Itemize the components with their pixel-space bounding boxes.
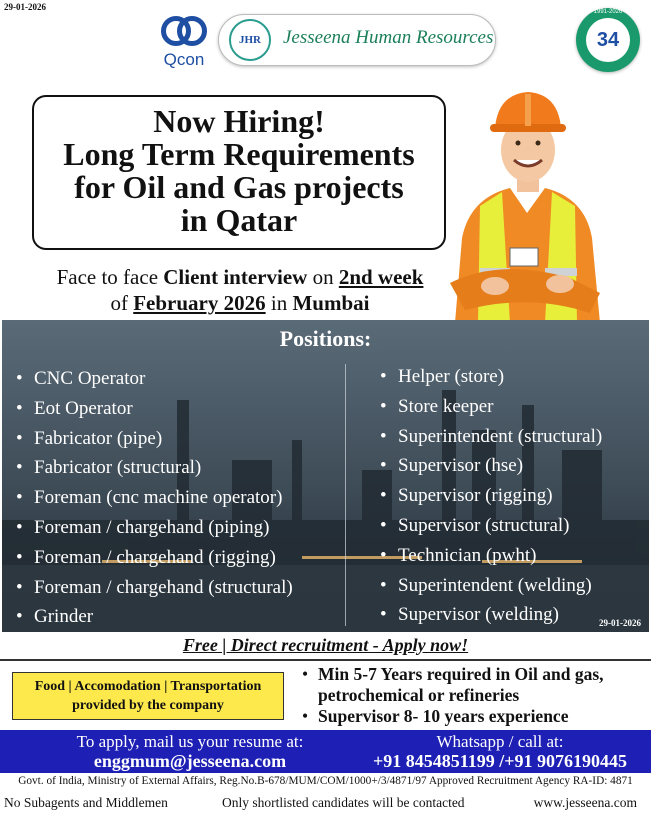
position-item: • Fabricator (structural) (16, 453, 293, 483)
position-item: • Supervisor (welding) (380, 600, 602, 630)
requirement-item: • Supervisor 8- 10 years experience (302, 706, 647, 727)
phone-numbers[interactable]: +91 8454851199 /+91 9076190445 (372, 751, 628, 771)
requirements-list (302, 664, 647, 727)
footer-center: Only shortlisted candidates will be contacted (222, 795, 465, 810)
position-item: • Grinder (16, 602, 293, 632)
interview-details: Face to face Client interview on 2nd week of February 2026 in Mumbai (56, 265, 424, 315)
position-item: • Eot Operator (16, 394, 293, 424)
badge-years: 1991-2026 (593, 9, 623, 15)
panel-date-stamp: 29-01-2026 (599, 618, 641, 628)
govt-registration: Govt. of India, Ministry of External Affairs, Reg.No.B-678/MUM/COM/1000+/3/4871/97 Approved Recruitment Agency RA-ID: 4871 (18, 775, 633, 787)
benefits-line: provided by the company (72, 698, 224, 713)
benefits-line: Food | Accomodation | Transportation (34, 679, 262, 694)
anniversary-badge (576, 8, 640, 72)
qcon-logo (155, 14, 213, 70)
headline-line: Long Term Requirements (63, 136, 415, 172)
position-item: • Superintendent (structural) (380, 422, 602, 452)
position-item: • Supervisor (structural) (380, 511, 602, 541)
positions-panel (2, 320, 649, 632)
jesseena-wordmark: Jesseena Human Resources (283, 27, 494, 48)
email-link[interactable]: enggmum@jesseena.com (93, 751, 287, 771)
badge-number: 34 (596, 28, 620, 51)
website-link[interactable]: www.jesseena.com (533, 795, 637, 810)
position-item: • Helper (store) (380, 362, 602, 392)
position-item: • Foreman (cnc machine operator) (16, 483, 293, 513)
headline-line: for Oil and Gas projects (74, 169, 404, 205)
worker-illustration (440, 88, 615, 323)
position-item: • CNC Operator (16, 364, 293, 394)
divider-line (0, 659, 651, 661)
column-divider (345, 364, 346, 626)
positions-list-right (380, 362, 602, 630)
position-item: • Superintendent (welding) (380, 571, 602, 601)
qcon-mark-icon (155, 14, 213, 52)
positions-list-left (16, 364, 293, 632)
date-stamp: 29-01-2026 (4, 2, 46, 12)
apply-cta: Free | Direct recruitment - Apply now! (182, 635, 469, 655)
benefits-box (12, 672, 284, 720)
positions-title: Positions: (279, 326, 372, 351)
position-item: • Fabricator (pipe) (16, 424, 293, 454)
apply-label: To apply, mail us your resume at: (76, 732, 304, 751)
jhr-emblem-icon: JHR (229, 19, 271, 61)
requirement-item: • Min 5-7 Years required in Oil and gas, petrochemical or refineries (302, 664, 647, 706)
call-label: Whatsapp / call at: (436, 732, 564, 751)
contact-bar (0, 730, 651, 773)
position-item: • Foreman / chargehand (structural) (16, 573, 293, 603)
headline-box (32, 95, 446, 250)
position-item: • Foreman / chargehand (piping) (16, 513, 293, 543)
jesseena-logo (218, 14, 496, 66)
headline-line: in Qatar (180, 202, 298, 238)
position-item: • Technician (pwht) (380, 541, 602, 571)
position-item: • Foreman / chargehand (rigging) (16, 543, 293, 573)
footer-left: No Subagents and Middlemen (4, 795, 168, 810)
position-item: • Supervisor (rigging) (380, 481, 602, 511)
qcon-wordmark: Qcon (163, 50, 205, 69)
position-item: • Supervisor (hse) (380, 451, 602, 481)
headline-line: Now Hiring! (153, 103, 325, 139)
position-item: • Store keeper (380, 392, 602, 422)
